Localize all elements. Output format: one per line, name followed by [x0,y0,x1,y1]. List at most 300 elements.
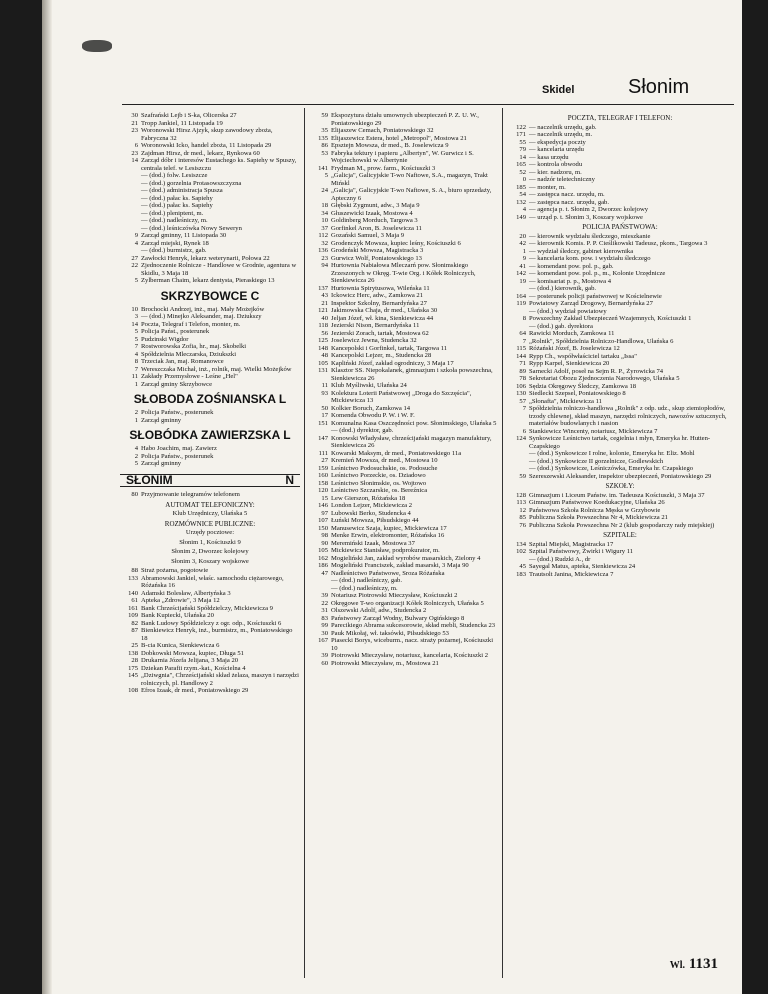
listing-entry [508,548,732,556]
listing-text: Grodeński Mowsza, Magistracka 3 [331,247,424,254]
listing-text: Meremiński Izaak, Mostowa 37 [331,539,415,547]
listing-text: Habo Joachim, maj. Zawierz [141,445,217,452]
listing-text: Kancepolski i Gorfinkel, tartak, Targowa 11 [331,344,448,352]
listing-entry [508,323,732,331]
phone-number: 57 [519,397,526,405]
listing-entry [508,191,732,199]
listing-text: Parecikiego Abrama sukcesorowie, skład mebli, Studencka 23 [331,622,496,629]
phone-number: 113 [516,499,526,506]
listing-text: Synkowicze Leśnictwo tartak, cegielnia i młyn, Emeryka hr. Hutten-Czapskiego [529,435,711,450]
phone-number: 34 [321,209,328,217]
listing-entry [310,345,500,353]
phone-number [310,585,328,593]
listing-entry [310,187,500,202]
phone-number: 85 [519,514,526,521]
phone-number [120,187,138,195]
column-divider-1 [304,108,305,978]
listing-text: Kremień Mowsza, dr med., Mostowa 10 [331,457,438,464]
listing-text: Zarząd miejski, Rynek 18 [141,239,209,247]
phone-number: 147 [318,434,328,442]
phone-number: 5 [134,335,138,343]
listing-text: Elijaszewicz Estera, hotel „Metropol", Mostowa 21 [331,134,467,142]
listing-text: Gorfinkel Aron, B. Joselewicza 11 [331,224,422,232]
listing-text: Rypp Ch., współwłaściciel tartaku „Issa" [529,352,637,360]
listing-text: Inspektor Szkolny, Bernardyńska 27 [331,299,427,307]
listing-entry [508,206,732,214]
listing-text: Manusewicz Szaja, kupiec, Mickiewicza 17 [331,524,447,532]
listing-entry [310,630,500,638]
listing-text: — kancelaria kom. pow. i wydziału śledczego [529,255,651,262]
listing-text: — zastępca nacz. urzędu, m. [529,191,605,198]
listing-text: Publiczna Szkoła Powszechna Nr 4, Mickiewicza 21 [529,514,668,521]
listing-text: Kolkier Boruch, Zamkowa 14 [331,404,411,412]
listing-entry [508,176,732,184]
listing-text: Spółdzielnia rolniczo-handlowa „Rolnik" z odp. udz., skup ziemiopłodów, trzody chlewnej, skład maszyn, narzędzi rolniczych, nawozów sztucznych, materiałów budowlanych i nasion [529,405,727,427]
listing-entry [508,270,732,278]
phone-number: 134 [516,540,526,548]
listing-entry [120,217,300,225]
phone-number: 145 [128,672,138,679]
listing-entry [508,492,732,500]
phone-number: 21 [321,299,328,307]
listing-entry [508,556,732,564]
phone-number: 111 [318,449,328,457]
phone-number: 98 [321,532,328,539]
listing-text: „Rolnik", Spółdzielnia Rolniczo-Handlowa, Ułańska 6 [529,337,674,345]
listing-entry [508,131,732,139]
listing-text: Sarnecki Adolf, poseł na Sejm R. P., Żyrowicka 74 [529,367,664,375]
listing-text: — komendant pow. pol. p., m., Kolonie Urzędnicze [529,270,666,277]
phone-number: 23 [131,149,138,157]
phone-number: 122 [516,123,526,131]
listing-group [120,567,300,695]
listing-group [508,233,732,301]
listing-entry [310,217,500,225]
phone-number: 105 [318,359,328,367]
public-phone-line: Urzędy pocztowe: [185,529,235,536]
listing-text: Leśnictwo Szczarskie, os. Bereźnica [331,487,428,494]
listing-entry [508,563,732,571]
listing-text: — naczelnik urzędu, gab. [529,123,597,131]
listing-text: — (dod.) nadleśniczy, m. [331,584,398,592]
listing-entry [120,120,300,128]
phone-number: 41 [519,262,526,270]
listing-text: Grodenczyk Mowsza, kupiec leśny, Kościuszki 6 [331,239,461,247]
listing-text: Epsztejn Mowsza, dr med., B. Joselewicza 9 [331,142,449,149]
phone-number: 20 [519,232,526,240]
listing-entry [120,351,300,359]
listing-text: Powiatowy Zarząd Drogowy, Bernardyńska 27 [529,300,653,307]
phone-number: 150 [318,524,328,532]
phone-number: 30 [321,629,328,637]
listing-entry [508,390,732,398]
phone-number: 133 [128,574,138,582]
phone-number: 86 [321,142,328,149]
phone-number: 12 [519,506,526,514]
phone-number: 4 [134,350,138,358]
phone-number: 119 [516,300,526,307]
public-phone-line: Słonim 2, Dworzec kolejowy [171,548,249,555]
listing-entry [310,510,500,518]
listing-group [508,492,732,530]
listing-text: — (dod.) kierownik, gab. [529,285,597,292]
listing-entry [120,575,300,590]
listing-entry [120,590,300,598]
phone-number: 7 [134,365,138,373]
header-town-prev: Skidel [542,84,575,96]
listing-entry [508,146,732,154]
listing-text: Poczta, Telegraf i Telefon, monter, m. [141,320,241,328]
listing-text: Zarząd gminy Skrzybowce [141,380,213,388]
listing-entry [310,592,500,600]
column-3 [508,112,732,578]
listing-text: Kapliński Józef, zakład ogrodniczy, 3 Maja 17 [331,359,454,367]
listing-text: Zarząd gminny, 11 Listopada 30 [141,232,227,239]
phone-number: 106 [516,382,526,390]
listing-text: Policja Państ., posterunek [141,328,210,335]
listing-text: — (dod.) folw. Lesiszcze [141,172,208,179]
phone-number: 80 [131,491,138,498]
phone-number [508,285,526,293]
phone-number: 21 [131,119,138,127]
listing-text: — kierownik Komis. P. P. Cieślikowski Tadeusz, pkom., Targowa 3 [529,240,708,247]
listing-text: B-cia Kunica, Sienkiewicza 6 [141,642,220,649]
phone-number: 165 [516,161,526,168]
listing-text: Zawłocki Henryk, lekarz weterynarii, Połowa 22 [141,254,270,262]
listing-text: Notariusz Piotrowski Mieczysław, Kościuszki 2 [331,592,458,599]
listing-entry [310,435,500,450]
listing-entry [508,353,732,361]
listing-entry [120,460,300,468]
phone-number: 50 [321,404,328,412]
listing-text: Zjednoczenie Rolnicze - Handlowe w Grodnie, agentura w Skidlu, 3 Maja 18 [141,262,297,277]
phone-number: 186 [318,562,328,569]
phone-number [508,323,526,331]
listing-entry [508,338,732,346]
listing-entry [310,472,500,480]
phone-number: 0 [522,176,526,183]
listing-text: Trzeciak Jan, maj. Romanowce [141,358,224,365]
listing-text: Menke Erwin, elektromonter, Różańska 16 [331,532,445,539]
phone-number: 131 [318,367,328,374]
phone-number: 39 [321,652,328,659]
listing-text: Woronowski Hirsz Ajzyk, skup zawodowy zboża, Fabryczna 32 [141,127,273,142]
header-town-current: Słonim [628,76,690,98]
listing-text: Kancepolski Lejzer, m., Studencka 28 [331,352,432,359]
listing-entry [310,112,500,127]
listing-entry [310,285,500,293]
listing-text: Olszewski Adolf, adw., Studencka 2 [331,607,427,614]
phone-number [120,195,138,203]
listing-text: — (dod.) pałac ks. Sapiehy [141,202,213,209]
listing-entry [508,300,732,308]
listing-text: Frydman M., prow. farm., Kościuszki 3 [331,164,436,172]
listing-text: Jezierski Nison, Bernardyńska 11 [331,322,420,329]
listing-entry [508,293,732,301]
phone-number: 108 [128,687,138,694]
listing-entry [508,330,732,338]
listing-text: Lew Gierszon, Różańska 18 [331,494,406,502]
listing-entry [120,187,300,195]
listing-entry [310,652,500,660]
listing-text: „Słonafta", Mickiewicza 11 [529,397,602,405]
listing-entry [508,473,732,481]
listing-entry [508,214,732,222]
listing-entry [310,450,500,458]
phone-number: 40 [321,314,328,322]
listing-entry [310,210,500,218]
listing-text: Siedlecki Szepsel, Poniatowskiego 8 [529,390,626,397]
phone-number: 151 [318,419,328,427]
phone-booth-line: Klub Urzędniczy, Ułańska 5 [172,510,248,517]
listing-text: Zarząd dóbr i interesów Eustachego ks. Sapiehy w Spuszy, centrala telef. w Lesiszczu [141,157,297,172]
listing-entry [310,405,500,413]
listing-entry [508,263,732,271]
listing-entry [310,352,500,360]
listing-entry [508,278,732,286]
phone-number: 136 [318,247,328,254]
listing-group [120,491,300,499]
listing-text: Dziekan Parafii rzym.-kat., Kościelna 4 [141,664,246,672]
listing-entry [508,499,732,507]
listing-text: Elijaszew Cemach, Poniatowskiego 32 [331,127,434,134]
listing-text: — (dod.) Synkowicze I rolne, kolonie, Emeryka hr. Eliz. Mohl [529,450,695,457]
phone-number: 158 [318,479,328,487]
listing-entry [508,345,732,353]
listing-entry [508,154,732,162]
phone-number: 32 [321,239,328,247]
listing-entry [508,360,732,368]
listing-entry [120,232,300,240]
phone-number: 64 [519,330,526,337]
listing-text: Zylberman Chaim, lekarz dentysta, Pieraskiego 13 [141,277,275,284]
listing-text: Mogieliński Jan, zakład wyrobów masarskich, Zielony 4 [331,554,481,562]
phone-number: 135 [318,134,328,142]
listing-entry [310,315,500,323]
phone-number: 8 [522,315,526,322]
listing-text: London Lejzer, Mickiewicza 2 [331,502,413,509]
listing-entry [508,450,732,458]
phone-number: 55 [519,138,526,146]
listing-entry [120,255,300,263]
listing-entry [120,225,300,233]
listing-text: — (dod.) nadleśniczy, m. [141,217,208,224]
phone-number: 137 [318,284,328,292]
listing-entry [310,360,500,368]
listing-text: Spółdzielnia Mleczarska, Dziukszki [141,350,237,358]
phone-number [120,225,138,233]
listing-entry [120,687,300,695]
listing-text: — (dod.) dyrektor, gab. [331,427,394,434]
phone-number: 107 [318,517,328,524]
listing-entry [310,600,500,608]
listing-text: Rawicki Morduch, Zamkowa 11 [529,330,615,337]
listing-text: Leśnictwo Słonimskie, os. Wojtowo [331,479,427,487]
phone-number: 60 [321,659,328,667]
listing-entry [508,161,732,169]
phone-number: 11 [131,373,138,380]
phone-number: 15 [321,494,328,502]
listing-entry [120,127,300,142]
listing-entry [310,480,500,488]
listing-entry [508,308,732,316]
listing-text: Szereszewski Aleksander, inspektor ubezpieczeń, Poniatowskiego 29 [529,472,712,480]
binding-edge [42,0,52,994]
listing-entry [508,315,732,323]
listing-text: Hurtownia Nabiałowa Mleczarń pow. Słonimskiego Zrzeszonych w Okręg. T-wie Org. i Kółek Rolniczych, Sienkiewicza 26 [331,262,476,284]
listing-text: Hurtownia Spirytusowa, Wileńska 11 [331,284,430,292]
listing-entry [310,330,500,338]
listing-entry [310,547,500,555]
listing-text: Szpital Miejski, Magistracka 17 [529,540,614,548]
listing-group [310,112,500,667]
listing-text: Piotrowski Mieczysław, m., Mostowa 21 [331,659,439,667]
listing-entry [120,417,300,425]
listing-text: — (dod.) nadleśniczy, gab. [331,577,402,584]
listing-entry [120,612,300,620]
listing-text: Bank Chrześcijański Spółdzielczy, Mickiewicza 9 [141,604,273,612]
listing-text: — (dod.) Minejko Aleksander, maj. Dziukszy [141,313,262,320]
phone-number: 185 [516,183,526,191]
listing-text: Publiczna Szkoła Powszechna Nr 2 (klub gospodarczy rady miejskiej) [529,521,715,529]
listing-text: Fabryka tektury i papieru „Albertyn", W. Gurwicz i S. Wojciechowski w Albertynie [331,149,474,164]
listing-entry [508,398,732,406]
phone-number: 76 [519,521,526,529]
phone-number: 7 [522,405,526,412]
listing-entry [120,366,300,374]
listing-text: Klasztor SS. Niepokalanek, gimnazjum i szkoła powszechna, Sienkiewicza 26 [331,367,493,382]
listing-text: „Galicja", Galicyjskie T-wo Naftowe, S.A., magazyn, Trakt Mińskl [331,172,488,187]
phone-number [310,577,328,585]
phone-number: 27 [321,457,328,464]
listing-entry [508,240,732,248]
subsection-heading: SZPITALE: [603,531,637,539]
listing-entry [310,487,500,495]
listing-entry [120,142,300,150]
listing-text: Leśnictwo Porzeckie, os. Dziadowo [331,472,426,479]
listing-text: Ickowicz Herc, adw., Zamkowa 21 [331,292,424,299]
listing-entry [120,247,300,255]
listing-entry [508,383,732,391]
phone-number: 88 [131,567,138,574]
listing-entry [310,622,500,630]
listing-entry [508,405,732,428]
listing-entry [310,255,500,263]
listing-entry [310,135,500,143]
listing-entry [120,642,300,650]
subsection-heading: ROZMÓWNICE PUBLICZNE: [164,519,256,528]
listing-text: — kasa urzędu [529,153,569,161]
phone-number: 78 [519,375,526,382]
phone-number: 160 [318,472,328,479]
phone-number: 5 [134,460,138,467]
phone-number: 112 [318,232,328,239]
listing-text: — naczelnik urzędu, m. [529,131,593,138]
phone-number: 5 [134,328,138,335]
phone-number: 2 [134,452,138,460]
listing-entry [120,262,300,277]
listing-entry [120,321,300,329]
listing-entry [310,517,500,525]
listing-text: Rostworowska Zofia, hr., maj. Skobelki [141,343,247,350]
phone-number: 14 [131,320,138,328]
phone-number: 48 [321,352,328,359]
listing-entry [508,255,732,263]
listing-entry [508,428,732,436]
listing-entry [120,491,300,499]
phone-number: 42 [519,240,526,247]
listing-text: Komunalna Kasa Oszczędności pow. Słonimskiego, Ułańska 5 [331,419,497,427]
listing-text: Sędzia Okręgowy Śledczy, Zamkowa 18 [529,382,637,390]
listing-text: Mogieliński Franciszek, zakład masarski, 3 Maja 90 [331,562,469,569]
listing-text: Wereszczaka Michał, inż., rolnik, maj. Wielki Możejków [141,365,292,373]
listing-text: Jeljan Józef, wł. kina, Sienkiewicza 44 [331,314,434,322]
phone-number: 102 [516,548,526,555]
listing-text: Nadleśnictwo Państwowe, Sroza Różańska [331,569,445,577]
listing-text: Pauk Mikołaj, wł. taksówki, Piłsudskiego 53 [331,629,449,637]
listing-text: Joselewicz Jewna, Studencka 32 [331,337,417,344]
listing-text: Tropp Jankiel, 11 Listopada 19 [141,119,223,127]
listing-text: Piotrowski Mieczysław, notariusz, kancelaria, Kościuszki 2 [331,652,489,659]
listing-text: Gurwicz Wolf, Poniatowskiego 13 [331,254,422,262]
phone-number: 7 [522,337,526,345]
listing-entry [120,665,300,673]
listing-text: Trautsolt Janina, Mickiewicza 7 [529,570,614,578]
phone-number: 56 [321,329,328,337]
listing-text: — ekspedycja poczty [529,138,586,146]
listing-entry [120,381,300,389]
phone-number: 6 [134,142,138,149]
phone-number: 18 [321,202,328,209]
listing-group [508,541,732,579]
listing-entry [310,457,500,465]
phone-number: 7 [134,343,138,350]
directory-page [42,0,742,994]
subsection-heading: POCZTA, TELEGRAF I TELEFON: [567,114,673,122]
listing-text: Apteka „Zdrowie", 3 Maja 12 [141,597,220,604]
phone-number: 10 [321,217,328,224]
listing-entry [120,650,300,658]
listing-text: — (dod.) gab. dyrektora [529,322,593,330]
listing-entry [120,409,300,417]
phone-number: 9 [134,232,138,239]
listing-entry [508,233,732,241]
listing-entry [120,180,300,188]
listing-entry [310,225,500,233]
listing-entry [310,495,500,503]
listing-text: — wydział śledczy, gabinet kierownika [529,247,634,255]
listing-text: Policja Państw., posterunek [141,409,214,416]
phone-number: 6 [522,427,526,435]
phone-number [310,427,328,435]
listing-group [508,124,732,222]
listing-entry [120,567,300,575]
listing-text: — (dod.) Synkowicze II gorzelnicze, Godlewskich [529,457,664,465]
phone-number: 128 [516,491,526,499]
listing-text: — (dod.) burmistrz, gab. [141,247,207,254]
listing-text: — (dod.) administracja Spusza [141,187,223,194]
listing-entry [310,607,500,615]
phone-number: 159 [318,464,328,472]
listing-text: Komenda Obwodu P. W. i W. F. [331,412,415,419]
listing-entry [120,373,300,381]
listing-entry [310,502,500,510]
phone-number: 130 [516,390,526,397]
phone-number: 89 [519,367,526,375]
listing-entry [310,412,500,420]
phone-number: 138 [128,649,138,657]
phone-number: 5 [134,277,138,284]
